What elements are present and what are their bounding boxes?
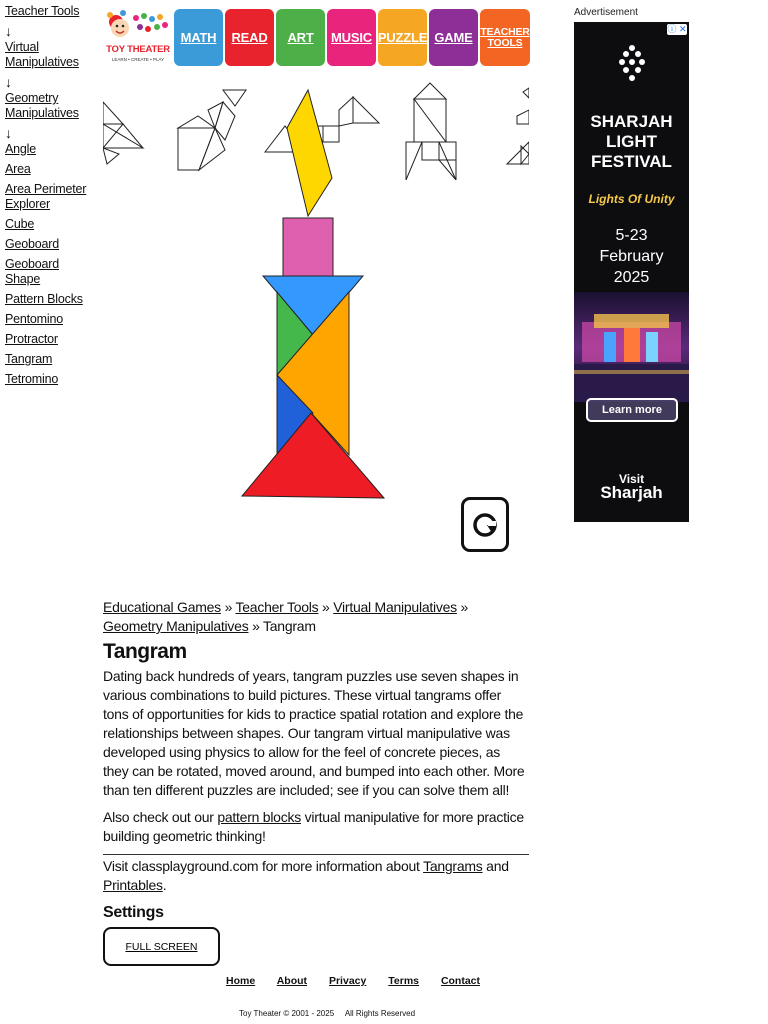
settings-heading: Settings <box>103 904 164 921</box>
tangrams-link[interactable]: Tangrams <box>423 858 483 874</box>
tangram-play-area[interactable] <box>103 80 529 560</box>
logo-tagline: LEARN • CREATE • PLAY <box>111 57 165 62</box>
main-content <box>103 598 529 966</box>
nav-teacher-tools-button[interactable]: TEACHER TOOLS <box>480 9 530 66</box>
breadcrumb-separator: » <box>318 599 334 615</box>
ad-headline-line: SHARJAH <box>590 112 673 131</box>
footer-link-home[interactable]: Home <box>226 975 256 987</box>
sidebar-link-cube[interactable]: Cube <box>5 217 35 231</box>
breadcrumb-educational-games[interactable]: Educational Games <box>103 599 221 615</box>
sidebar-link-angle[interactable]: Angle <box>5 142 36 156</box>
sidebar-link-geometry-manipulatives[interactable]: Geometry Manipulatives <box>5 91 79 120</box>
footer-links <box>226 975 499 987</box>
nav-puzzle-button[interactable]: PUZZLE <box>378 9 427 66</box>
nav-read-button[interactable]: READ <box>225 9 274 66</box>
sidebar-link-pattern-blocks[interactable]: Pattern Blocks <box>5 292 83 306</box>
sidebar-link-tetromino[interactable]: Tetromino <box>5 372 59 386</box>
visit-paragraph <box>103 857 529 895</box>
red-large-triangle-piece[interactable] <box>242 413 384 498</box>
also-paragraph <box>103 808 529 846</box>
toy-theater-logo[interactable] <box>106 10 170 66</box>
footer-link-contact[interactable]: Contact <box>440 975 481 987</box>
breadcrumb-separator: » <box>248 618 264 634</box>
footer-link-terms[interactable]: Terms <box>388 975 420 987</box>
copyright: Toy Theater © 2001 - 2025 All Rights Reserved <box>239 1009 416 1018</box>
tangram-canvas <box>103 80 529 560</box>
advertisement-banner[interactable] <box>574 22 689 522</box>
sidebar-link-geoboard[interactable]: Geoboard <box>5 237 59 251</box>
ad-close-icon[interactable]: ⓘ ✕ <box>667 24 687 34</box>
ad-date-line: 5-23 <box>615 227 648 244</box>
yellow-parallelogram-piece[interactable] <box>287 90 332 216</box>
ad-visit-text <box>574 472 689 500</box>
printables-link[interactable]: Printables <box>103 877 163 893</box>
also-suffix: virtual manipulative for more practice building geometric thinking! <box>103 809 524 844</box>
breadcrumb-current: Tangram <box>263 618 316 634</box>
pattern-blocks-link[interactable]: pattern blocks <box>217 809 301 825</box>
ad-learn-more-button[interactable]: Learn more <box>586 398 678 422</box>
down-arrow-icon: ↓ <box>5 74 12 90</box>
logo-name: TOY THEATER <box>106 44 170 55</box>
also-prefix: Also check out our <box>103 809 218 825</box>
breadcrumb-geometry-manipulatives[interactable]: Geometry Manipulatives <box>103 618 249 634</box>
visit-middle: and <box>482 858 509 874</box>
sidebar-nav <box>5 4 97 392</box>
visit-prefix: Visit classplayground.com for more information about <box>103 858 424 874</box>
sidebar-link-area[interactable]: Area <box>5 162 31 176</box>
ad-headline-line: FESTIVAL <box>591 152 672 171</box>
ad-headline-line: LIGHT <box>606 132 657 151</box>
breadcrumb-separator: » <box>220 599 236 615</box>
breadcrumb <box>103 598 529 636</box>
ad-tagline: Lights Of Unity <box>588 192 675 206</box>
pink-square-piece[interactable] <box>283 218 333 276</box>
ad-dates <box>574 225 689 288</box>
down-arrow-icon: ↓ <box>5 125 12 141</box>
reset-button[interactable] <box>461 497 509 552</box>
sidebar-link-tangram[interactable]: Tangram <box>5 352 53 366</box>
ad-festival-image <box>574 292 689 402</box>
advertisement-label: Advertisement <box>574 7 638 18</box>
visit-suffix: . <box>162 877 167 893</box>
nav-game-button[interactable]: GAME <box>429 9 478 66</box>
sidebar-link-teacher-tools[interactable]: Teacher Tools <box>5 4 80 18</box>
sidebar-link-geoboard-shape[interactable]: Geoboard Shape <box>5 257 59 286</box>
sidebar-link-protractor[interactable]: Protractor <box>5 332 58 346</box>
breadcrumb-separator: » <box>456 599 469 615</box>
page-title: Tangram <box>103 640 187 663</box>
full-screen-button[interactable]: FULL SCREEN <box>103 927 220 966</box>
sidebar-link-virtual-manipulatives[interactable]: Virtual Manipulatives <box>5 40 79 69</box>
ad-visit-small: Visit <box>618 472 645 486</box>
sidebar-link-pentomino[interactable]: Pentomino <box>5 312 63 326</box>
sharjah-emblem-icon <box>612 40 652 88</box>
reload-icon <box>471 511 499 539</box>
breadcrumb-teacher-tools[interactable]: Teacher Tools <box>235 599 319 615</box>
divider <box>103 854 529 855</box>
ad-date-line: February <box>599 248 664 265</box>
description-paragraph: Dating back hundreds of years, tangram puzzles use seven shapes in various combinations to build pictures. These virtual tangrams offer tons of opportunities for kids to practice spatial rotation and explore the relationships between shapes. Our tangram virtual manipulative was developed using physics to allow for the feel of concrete pieces, as they can be rotated, moved around, and bumped into each other. More than ten different puzzles are included; see if you can solve them all! <box>103 668 525 798</box>
nav-music-button[interactable]: MUSIC <box>327 9 376 66</box>
footer-link-about[interactable]: About <box>276 975 308 987</box>
sidebar-link-area-perimeter-explorer[interactable]: Area Perimeter Explorer <box>5 182 87 211</box>
ad-visit-big: Sharjah <box>600 483 663 502</box>
footer-link-privacy[interactable]: Privacy <box>328 975 367 987</box>
ad-headline <box>574 112 689 172</box>
nav-math-button[interactable]: MATH <box>174 9 223 66</box>
down-arrow-icon: ↓ <box>5 23 12 39</box>
nav-art-button[interactable]: ART <box>276 9 325 66</box>
breadcrumb-virtual-manipulatives[interactable]: Virtual Manipulatives <box>333 599 457 615</box>
ad-date-line: 2025 <box>613 269 650 286</box>
